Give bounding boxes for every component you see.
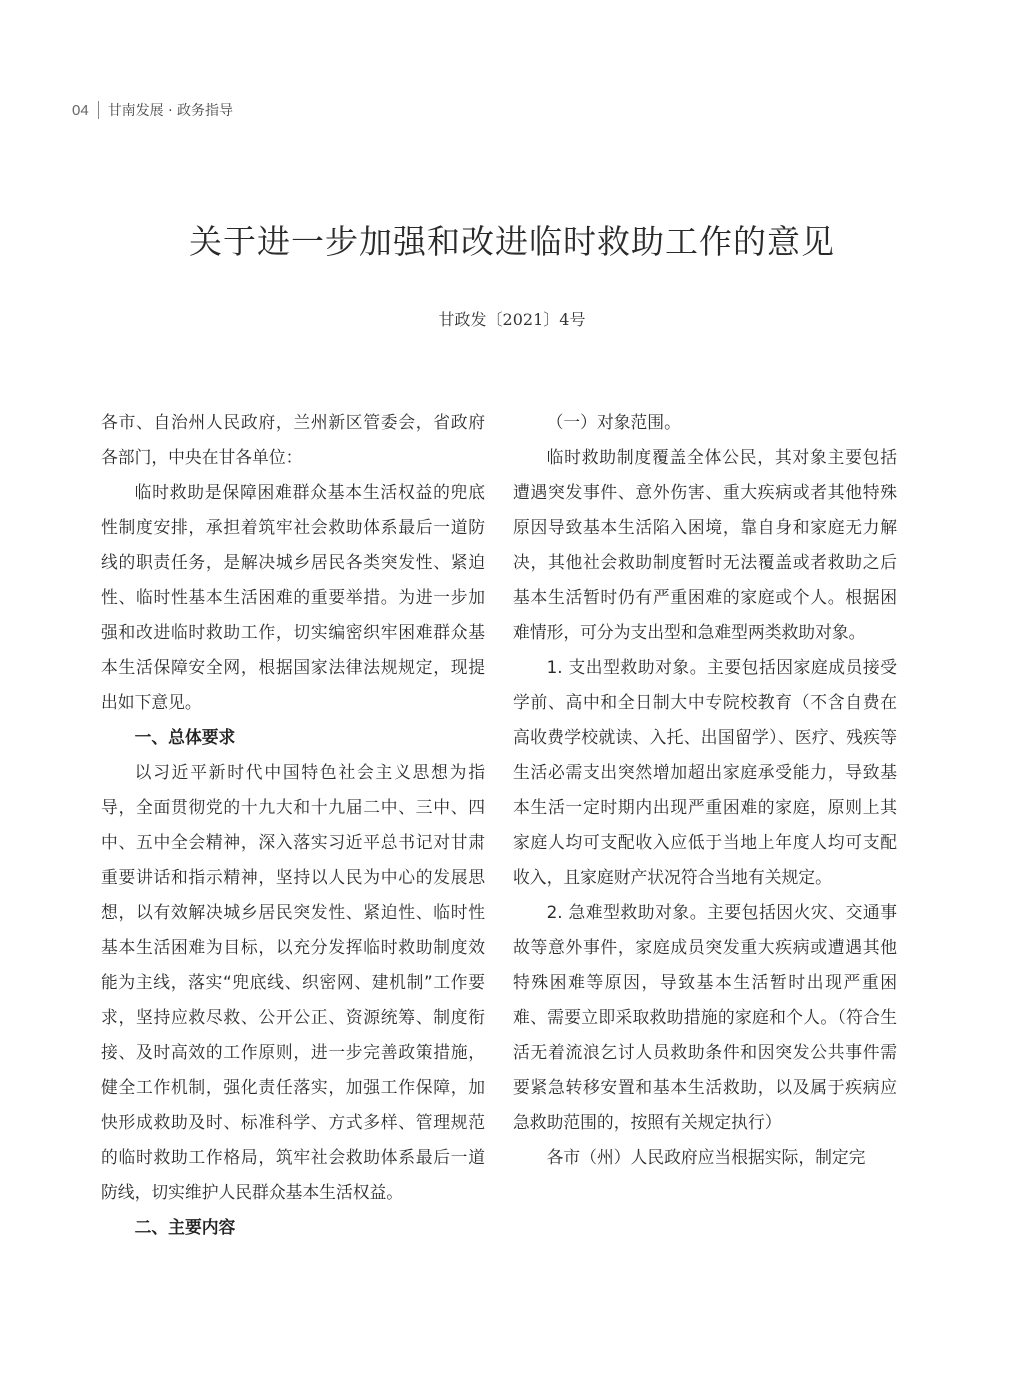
subsection-heading-scope: （一）对象范围。	[546, 412, 681, 432]
emergency-type-paragraph: 2. 急难型救助对象。主要包括因火灾、交通事故等意外事件，家庭成员突发重大疾病或遭遇其他特殊困难等原因，导致基本生活暂时出现严重困难、需要立即采取救助措施的家庭和个人。（符合生活无着流浪乞讨人员救助条件和因突发公共事件需要紧急转移安置和基本生活救助，以及属于疾病应急救助范围的，按照有关规定执行）	[513, 902, 897, 1132]
general-requirements-paragraph: 以习近平新时代中国特色社会主义思想为指导，全面贯彻党的十九大和十九届二中、三中、四中、五中全会精神，深入落实习近平总书记对甘肃重要讲话和指示精神，坚持以人民为中心的发展思想，以有效解决城乡居民突发性、紧迫性、临时性基本生活困难为目标，以充分发挥临时救助制度效能为主线，落实“兜底线、织密网、建机制”工作要求，坚持应救尽救、公开公正、资源统筹、制度衔接、及时高效的工作原则，进一步完善政策措施，健全工作机制，强化责任落实，加强工作保障，加快形成救助及时、标准科学、方式多样、管理规范的临时救助工作格局，筑牢社会救助体系最后一道防线，切实维护人民群众基本生活权益。	[101, 762, 485, 1202]
header-divider	[98, 101, 99, 119]
continuation-paragraph: 各市（州）人民政府应当根据实际，制定完	[546, 1147, 866, 1167]
section-heading-main-content: 二、主要内容	[134, 1217, 236, 1237]
intro-paragraph: 临时救助是保障困难群众基本生活权益的兜底性制度安排，承担着筑牢社会救助体系最后一道防线的职责任务，是解决城乡居民各类突发性、紧迫性、临时性基本生活困难的重要举措。为进一步加强和改进临时救助工作，切实编密织牢困难群众基本生活保障安全网，根据国家法律法规规定，现提出如下意见。	[101, 482, 485, 712]
addressee-paragraph: 各市、自治州人民政府，兰州新区管委会，省政府各部门，中央在甘各单位：	[101, 412, 485, 467]
journal-name: 甘南发展 · 政务指导	[107, 103, 234, 119]
running-header	[72, 100, 233, 120]
section-heading-general-requirements: 一、总体要求	[134, 727, 236, 747]
page-number: 04	[72, 101, 89, 119]
document-title: 关于进一步加强和改进临时救助工作的意见	[189, 222, 835, 261]
expenditure-type-paragraph: 1. 支出型救助对象。主要包括因家庭成员接受学前、高中和全日制大中专院校教育（不含自费在高收费学校就读、入托、出国留学）、医疗、残疾等生活必需支出突然增加超出家庭承受能力，导致基本生活一定时期内出现严重困难的家庭，原则上其家庭人均可支配收入应低于当地上年度人均可支配收入，且家庭财产状况符合当地有关规定。	[513, 657, 897, 887]
left-column	[101, 405, 485, 1245]
right-column	[513, 405, 897, 1175]
document-number: 甘政发〔2021〕4号	[438, 310, 586, 329]
scope-paragraph: 临时救助制度覆盖全体公民，其对象主要包括遭遇突发事件、意外伤害、重大疾病或者其他特殊原因导致基本生活陷入困境，靠自身和家庭无力解决，其他社会救助制度暂时无法覆盖或者救助之后基本生活暂时仍有严重困难的家庭或个人。根据困难情形，可分为支出型和急难型两类救助对象。	[513, 447, 897, 642]
